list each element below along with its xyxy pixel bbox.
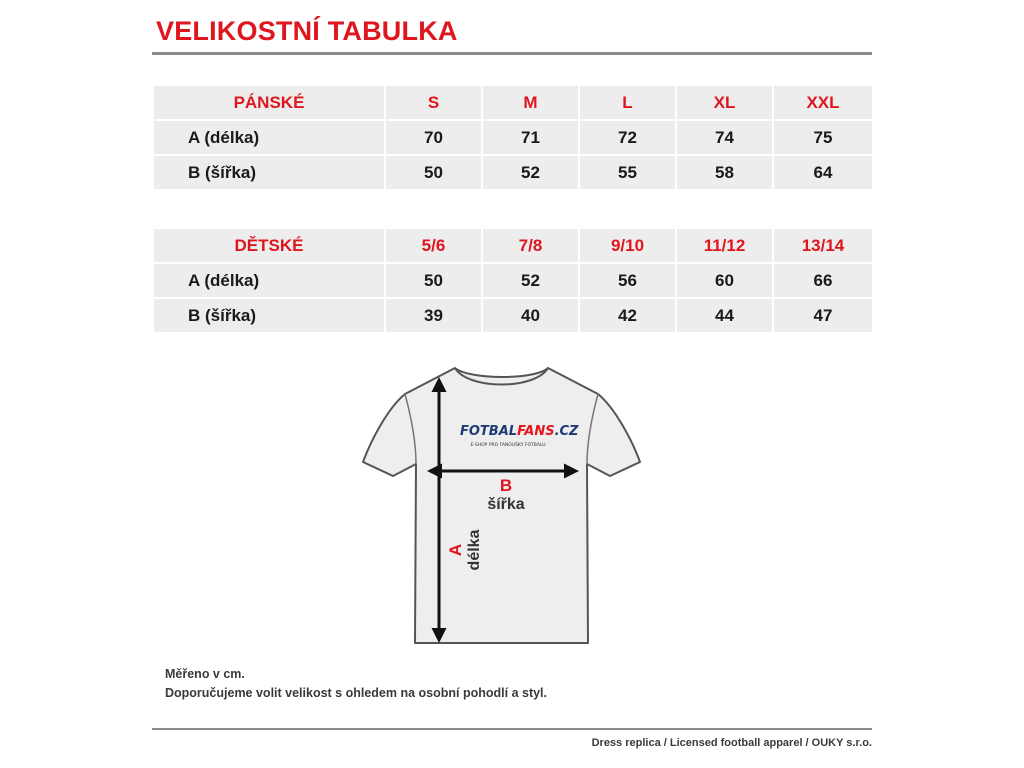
row-label: B (šířka) [153,298,385,333]
table-cell: 55 [579,155,676,190]
table-cell: 56 [579,263,676,298]
table-header-row [153,228,873,263]
header-cell-size: 9/10 [579,228,676,263]
header-cell-size: 13/14 [773,228,873,263]
kids-size-table [152,227,874,334]
tshirt-measurement-diagram [340,360,670,660]
length-letter: A [446,543,465,557]
width-word: šířka [487,496,525,513]
table-cell: 64 [773,155,873,190]
table-row [153,263,873,298]
table-cell: 74 [676,120,773,155]
table-cell: 50 [385,263,482,298]
table-row [153,155,873,190]
row-label: B (šířka) [153,155,385,190]
header-cell-size: M [482,85,579,120]
table-cell: 58 [676,155,773,190]
measurement-note: Měřeno v cm. [165,667,245,681]
logo-tagline: E-SHOP PRO FANOUŠKY FOTBALU [470,443,546,448]
table-cell: 47 [773,298,873,333]
table-row [153,298,873,333]
table-cell: 70 [385,120,482,155]
recommendation-note: Doporučujeme volit velikost s ohledem na osobní pohodlí a styl. [165,686,548,700]
tshirt-diagram-svg [340,360,670,660]
table-cell: 75 [773,120,873,155]
table-cell: 71 [482,120,579,155]
table-cell: 44 [676,298,773,333]
header-cell-size: XXL [773,85,873,120]
table-cell: 42 [579,298,676,333]
header-cell-size: L [579,85,676,120]
header-cell-size: S [385,85,482,120]
header-cell-category: PÁNSKÉ [153,85,385,120]
men-size-table [152,84,874,191]
header-cell-size: 7/8 [482,228,579,263]
table-cell: 50 [385,155,482,190]
row-label: A (délka) [153,120,385,155]
length-word: délka [466,529,483,571]
header-cell-size: 5/6 [385,228,482,263]
table-cell: 52 [482,263,579,298]
table-cell: 72 [579,120,676,155]
header-cell-category: DĚTSKÉ [153,228,385,263]
table-cell: 40 [482,298,579,333]
footer-text: Dress replica / Licensed football apparel / OUKY s.r.o. [591,737,872,749]
table-cell: 52 [482,155,579,190]
table-row [153,120,873,155]
header-cell-size: 11/12 [676,228,773,263]
page-title: VELIKOSTNÍ TABULKA [156,16,458,46]
header-cell-size: XL [676,85,773,120]
width-letter: B [499,476,513,495]
table-cell: 39 [385,298,482,333]
table-cell: 60 [676,263,773,298]
title-divider [152,52,872,55]
footer-divider [152,728,872,730]
table-cell: 66 [773,263,873,298]
table-header-row [153,85,873,120]
logo-text: FOTBALFANS.CZ [460,424,579,439]
row-label: A (délka) [153,263,385,298]
